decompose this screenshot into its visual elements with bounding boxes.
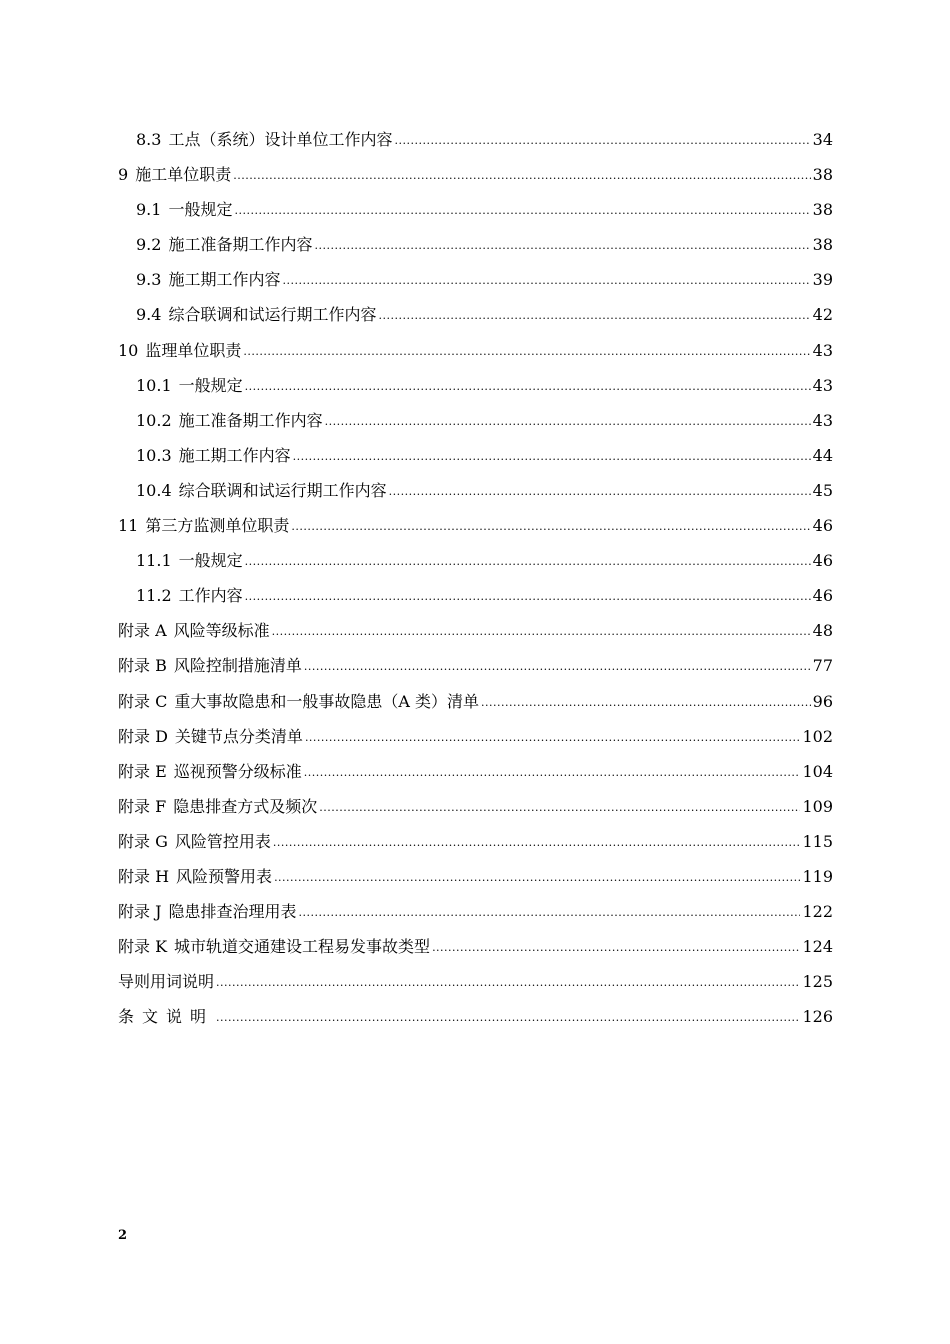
toc-entry-title: 风险管控用表 bbox=[174, 831, 271, 851]
toc-entry-number: 10.1 bbox=[136, 375, 172, 395]
toc-entry-page: 48 bbox=[812, 621, 833, 641]
toc-entry[interactable] bbox=[118, 859, 833, 894]
toc-dot-leader bbox=[314, 226, 810, 263]
toc-entry-number: 附录 F bbox=[118, 796, 167, 816]
toc-entry-page: 42 bbox=[812, 305, 833, 325]
toc-dot-leader bbox=[273, 823, 801, 860]
toc-dot-leader bbox=[325, 402, 811, 439]
toc-entry-page: 34 bbox=[812, 130, 833, 149]
toc-entry-page: 124 bbox=[802, 937, 833, 957]
toc-entry-page: 45 bbox=[812, 480, 833, 500]
toc-entry-title: 重大事故隐患和一般事故隐患（A 类）清单 bbox=[174, 691, 479, 711]
toc-entry[interactable] bbox=[118, 684, 833, 719]
toc-entry-title: 施工准备期工作内容 bbox=[178, 410, 323, 430]
toc-entry-number: 9 bbox=[118, 165, 129, 185]
toc-entry[interactable] bbox=[118, 403, 833, 438]
toc-entry-page: 39 bbox=[812, 270, 833, 290]
toc-entry-page: 46 bbox=[812, 516, 833, 536]
toc-entry-title: 导则用词说明 bbox=[118, 972, 215, 992]
toc-entry-number: 11 bbox=[118, 516, 139, 536]
toc-entry-title: 隐患排查方式及频次 bbox=[173, 796, 318, 816]
toc-entry[interactable] bbox=[118, 157, 833, 192]
toc-entry-page: 115 bbox=[802, 831, 833, 851]
toc-entry-number: 11.2 bbox=[136, 586, 172, 606]
toc-entry-title: 工点（系统）设计单位工作内容 bbox=[168, 130, 393, 149]
toc-dot-leader bbox=[389, 472, 811, 509]
toc-entry[interactable] bbox=[118, 227, 833, 262]
toc-entry[interactable] bbox=[118, 789, 833, 824]
toc-entry-number: 附录 B bbox=[118, 656, 167, 676]
toc-entry-page: 96 bbox=[812, 691, 833, 711]
toc-dot-leader bbox=[481, 683, 811, 720]
toc-dot-leader bbox=[272, 612, 811, 649]
toc-entry-title: 施工期工作内容 bbox=[178, 445, 291, 465]
toc-dot-leader bbox=[378, 296, 810, 333]
toc-entry-number: 附录 C bbox=[118, 691, 168, 711]
toc-entry-number: 9.2 bbox=[136, 235, 162, 255]
toc-dot-leader bbox=[304, 753, 801, 790]
toc-entry-title: 风险等级标准 bbox=[173, 621, 270, 641]
toc-entry-title: 城市轨道交通建设工程易发事故类型 bbox=[174, 937, 431, 957]
toc-entry[interactable] bbox=[118, 929, 833, 964]
toc-dot-leader bbox=[243, 332, 810, 369]
toc-entry-title: 施工准备期工作内容 bbox=[168, 235, 313, 255]
toc-dot-leader bbox=[282, 261, 810, 298]
toc-entry-page: 43 bbox=[812, 375, 833, 395]
toc-entry-page: 104 bbox=[802, 761, 833, 781]
toc-dot-leader bbox=[299, 893, 801, 930]
toc-entry-page: 126 bbox=[802, 1007, 833, 1027]
toc-entry-page: 38 bbox=[812, 165, 833, 185]
toc-entry[interactable] bbox=[118, 613, 833, 648]
toc-entry-page: 119 bbox=[802, 866, 833, 886]
toc-dot-leader bbox=[216, 963, 800, 1000]
toc-entry[interactable] bbox=[118, 964, 833, 999]
toc-entry[interactable] bbox=[118, 578, 833, 613]
toc-dot-leader bbox=[233, 156, 810, 193]
toc-entry-page: 77 bbox=[812, 656, 833, 676]
toc-entry-page: 102 bbox=[802, 726, 833, 746]
toc-entry-number: 8.3 bbox=[136, 130, 162, 149]
toc-entry[interactable] bbox=[118, 824, 833, 859]
toc-entry[interactable] bbox=[118, 719, 833, 754]
toc-entry-title: 风险预警用表 bbox=[176, 866, 273, 886]
toc-entry-page: 122 bbox=[802, 902, 833, 922]
toc-entry[interactable] bbox=[118, 333, 833, 368]
toc-entry-title: 一般规定 bbox=[178, 375, 243, 395]
toc-entry-title: 综合联调和试运行期工作内容 bbox=[168, 305, 377, 325]
toc-dot-leader bbox=[304, 647, 811, 684]
toc-entry-number: 10.3 bbox=[136, 445, 172, 465]
toc-entry-number: 附录 E bbox=[118, 761, 167, 781]
toc-entry-page: 125 bbox=[802, 972, 833, 992]
toc-dot-leader bbox=[394, 121, 810, 158]
toc-entry-title: 巡视预警分级标准 bbox=[173, 761, 302, 781]
toc-entry-number: 11.1 bbox=[136, 551, 172, 571]
toc-entry[interactable] bbox=[118, 473, 833, 508]
toc-entry[interactable] bbox=[118, 122, 833, 157]
toc-entry-number: 9.1 bbox=[136, 200, 162, 220]
toc-entry[interactable] bbox=[118, 508, 833, 543]
toc-dot-leader bbox=[293, 437, 811, 474]
toc-dot-leader bbox=[274, 858, 800, 895]
toc-entry-page: 43 bbox=[812, 410, 833, 430]
toc-entry[interactable] bbox=[118, 894, 833, 929]
toc-entry-title: 隐患排查治理用表 bbox=[168, 902, 297, 922]
toc-entry-number: 附录 G bbox=[118, 831, 168, 851]
toc-entry-number: 9.4 bbox=[136, 305, 162, 325]
toc-entry-page: 44 bbox=[812, 445, 833, 465]
page-number: 2 bbox=[118, 1228, 128, 1243]
toc-dot-leader bbox=[432, 928, 800, 965]
toc-entry-number: 9.3 bbox=[136, 270, 162, 290]
toc-entry-title: 风险控制措施清单 bbox=[173, 656, 302, 676]
toc-entry-number: 附录 D bbox=[118, 726, 168, 746]
toc-entry-title: 条文说明 bbox=[118, 1007, 215, 1027]
toc-entry-number: 附录 A bbox=[118, 621, 167, 641]
toc-entry[interactable] bbox=[118, 368, 833, 403]
toc-entry[interactable] bbox=[118, 648, 833, 683]
toc-entry-title: 综合联调和试运行期工作内容 bbox=[178, 480, 387, 500]
toc-dot-leader bbox=[234, 191, 810, 228]
toc-entry-page: 109 bbox=[802, 796, 833, 816]
toc-entry-page: 46 bbox=[812, 586, 833, 606]
table-of-contents bbox=[118, 122, 833, 1034]
toc-entry-title: 施工期工作内容 bbox=[168, 270, 281, 290]
toc-entry-title: 工作内容 bbox=[178, 586, 243, 606]
toc-dot-leader bbox=[216, 998, 800, 1035]
toc-entry-number: 10 bbox=[118, 340, 139, 360]
toc-entry-title: 施工单位职责 bbox=[135, 165, 232, 185]
toc-dot-leader bbox=[245, 577, 811, 614]
toc-entry-title: 一般规定 bbox=[168, 200, 233, 220]
toc-entry-title: 监理单位职责 bbox=[145, 340, 242, 360]
toc-entry[interactable] bbox=[118, 999, 833, 1034]
toc-entry-number: 附录 J bbox=[118, 902, 162, 922]
toc-dot-leader bbox=[305, 718, 801, 755]
toc-entry-title: 第三方监测单位职责 bbox=[145, 516, 290, 536]
toc-entry[interactable] bbox=[118, 297, 833, 332]
toc-dot-leader bbox=[291, 507, 810, 544]
toc-entry[interactable] bbox=[118, 438, 833, 473]
toc-entry-title: 关键节点分类清单 bbox=[174, 726, 303, 746]
toc-entry-page: 38 bbox=[812, 235, 833, 255]
toc-entry-number: 附录 K bbox=[118, 937, 168, 957]
toc-dot-leader bbox=[245, 542, 811, 579]
toc-dot-leader bbox=[245, 367, 811, 404]
toc-dot-leader bbox=[319, 788, 800, 825]
toc-entry[interactable] bbox=[118, 262, 833, 297]
toc-entry-number: 附录 H bbox=[118, 866, 170, 886]
toc-entry[interactable] bbox=[118, 192, 833, 227]
toc-entry-number: 10.2 bbox=[136, 410, 172, 430]
toc-entry-number: 10.4 bbox=[136, 480, 172, 500]
toc-entry[interactable] bbox=[118, 754, 833, 789]
toc-entry-page: 38 bbox=[812, 200, 833, 220]
toc-entry-page: 46 bbox=[812, 551, 833, 571]
toc-entry-page: 43 bbox=[812, 340, 833, 360]
toc-entry[interactable] bbox=[118, 543, 833, 578]
toc-entry-title: 一般规定 bbox=[178, 551, 243, 571]
